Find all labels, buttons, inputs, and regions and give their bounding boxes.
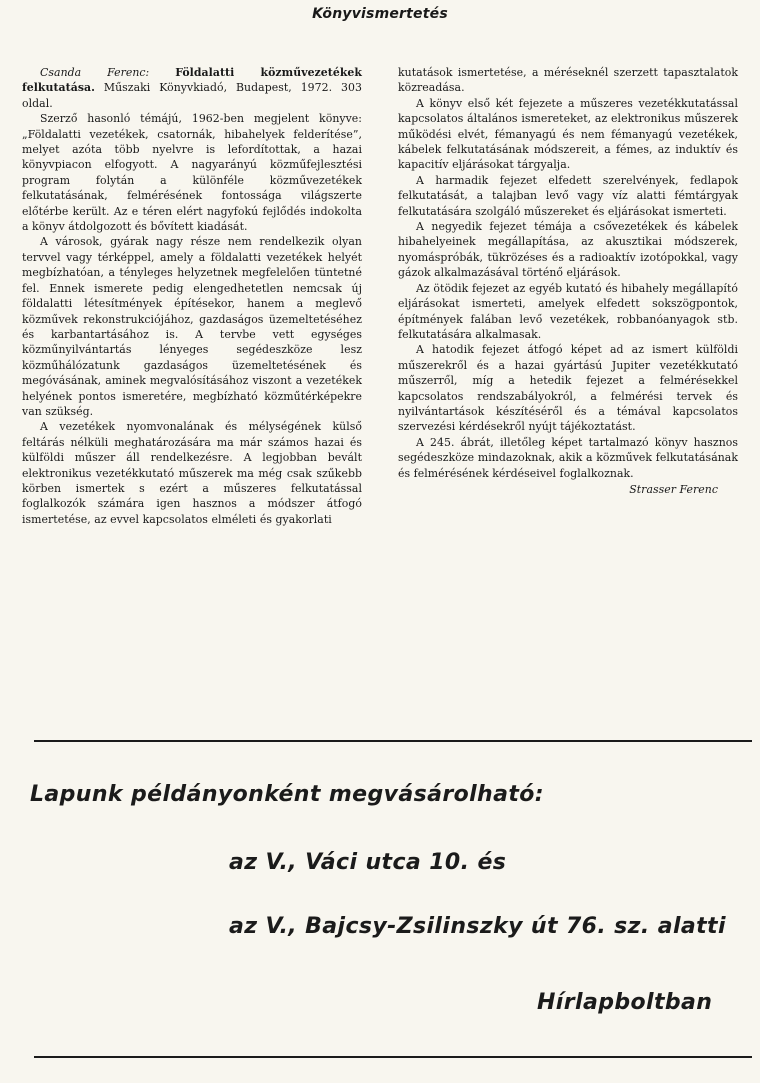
review-citation bbox=[22, 65, 362, 111]
review-paragraph: A könyv első két fejezete a műszeres vezetékkutatással kapcsolatos általános ismereteket, az elektronikus műszerek működési elvét, fémanyagú és nem fémanyagú vezetékek, kábelek felkutatásának módszereit, a fémes, az induktív és kapacitív eljárásokat tárgyalja. bbox=[398, 96, 738, 172]
review-paragraph: Szerző hasonló témájú, 1962-ben megjelent könyve: „Földalatti vezetékek, csatornák, hibahelyek felderítése”, melyet azóta több nyelvre is lefordítottak, a hazai könyvpiacon elfogyott. A nagyarányú közműfejlesztési program folytán a különféle közművezetékek felkutatásának, felmérésének fontossága világszerte előtérbe került. Az e téren elért nagyfokú fejlődés indokolta a könyv átdolgozott és bővített kiadását. bbox=[22, 112, 362, 234]
publisher-line: Műszaki Könyvkiadó, Budapest, 1972. 303 oldal. bbox=[22, 81, 362, 110]
advert-top-rule bbox=[34, 740, 752, 742]
review-left-column bbox=[22, 65, 362, 527]
section-heading: Könyvismertetés bbox=[312, 6, 448, 22]
review-paragraph: A vezetékek nyomvonalának és mélységének külső feltárás nélküli meghatározására ma már számos hazai és külföldi műszer áll rendelkezésre. A legjobban bevált elektronikus vezetékkutató műszerek ma még csak szűkebb körben ismertek s ezért a műszeres felkutatással foglalkozók számára igen hasznos a módszer átfogó ismertetése, az evvel kapcsolatos elméleti és gyakorlati bbox=[22, 420, 362, 526]
review-continuation: kutatások ismertetése, a méréseknél szerzett tapasztalatok közreadása. bbox=[398, 66, 738, 95]
review-paragraph: A városok, gyárak nagy része nem rendelkezik olyan tervvel vagy térképpel, amely a földalatti vezetékek helyét megbízhatóan, a tényleges helyzetnek megfelelően tüntetné fel. Ennek ismerete pedig elengedhetetlen nemcsak új földalatti létesítmények építésekor, hanem a meglevő közművek rekonstrukciójához, gazdaságos üzemeltetéséhez és karbantartásához is. A tervbe vett egységes közműnyilvántartás lényeges segédeszköze lesz közműhálózatunk gazdaságos üzemeltetésének és megóvásának, aminek megvalósításához viszont a vezetékek helyének pontos ismeretére, megbízható közműtérképekre van szükség. bbox=[22, 235, 362, 418]
review-right-column bbox=[398, 65, 738, 497]
review-paragraph: A harmadik fejezet elfedett szerelvények, fedlapok felkutatását, a talajban levő vagy víz alatti fémtárgyak felkutatására szolgáló műszereket és eljárásokat ismerteti. bbox=[398, 173, 738, 218]
book-author: Csanda Ferenc: bbox=[40, 66, 150, 79]
review-paragraph: A 245. ábrát, illetőleg képet tartalmazó könyv hasznos segédeszköze mindazoknak, akik a közművek felkutatásának és felmérésének kérdéseivel foglalkoznak. bbox=[398, 435, 738, 480]
advert-line-3: az V., Bajcsy-Zsilinszky út 76. sz. alatti bbox=[229, 914, 726, 939]
review-signature: Strasser Ferenc bbox=[629, 482, 718, 496]
review-paragraph: Az ötödik fejezet az egyéb kutató és hibahely megállapító eljárásokat ismerteti, amelyek elfedett sokszögpontok, építmények falában levő vezetékek, robbanóanyagok stb. felkutatására alkalmasak. bbox=[398, 281, 738, 341]
book-title: Földalatti közművezetékek felkutatása. bbox=[22, 66, 362, 95]
review-paragraph: A negyedik fejezet témája a csővezetékek és kábelek hibahelyeinek megállapítása, az akusztikai módszerek, nyomáspróbák, tükrözéses és a radioaktív izotópokkal, vagy gázok alkalmazásával történő eljárások. bbox=[398, 220, 738, 280]
advert-line-2: az V., Váci utca 10. és bbox=[229, 850, 507, 875]
review-paragraph: A hatodik fejezet átfogó képet ad az ismert külföldi műszerekről és a hazai gyártású Jupiter vezetékkutató műszerről, míg a hetedik fejezet a felmérésekkel kapcsolatos rendszabályokról, a felmérési tervek és nyilvántartások készítéséről és a témával kapcsolatos szervezési kérdésekről nyújt tájékoztatást. bbox=[398, 343, 738, 434]
advert-bottom-rule bbox=[34, 1056, 752, 1058]
advert-line-1: Lapunk példányonként megvásárolható: bbox=[30, 782, 544, 807]
advert-line-4: Hírlapboltban bbox=[537, 990, 713, 1015]
